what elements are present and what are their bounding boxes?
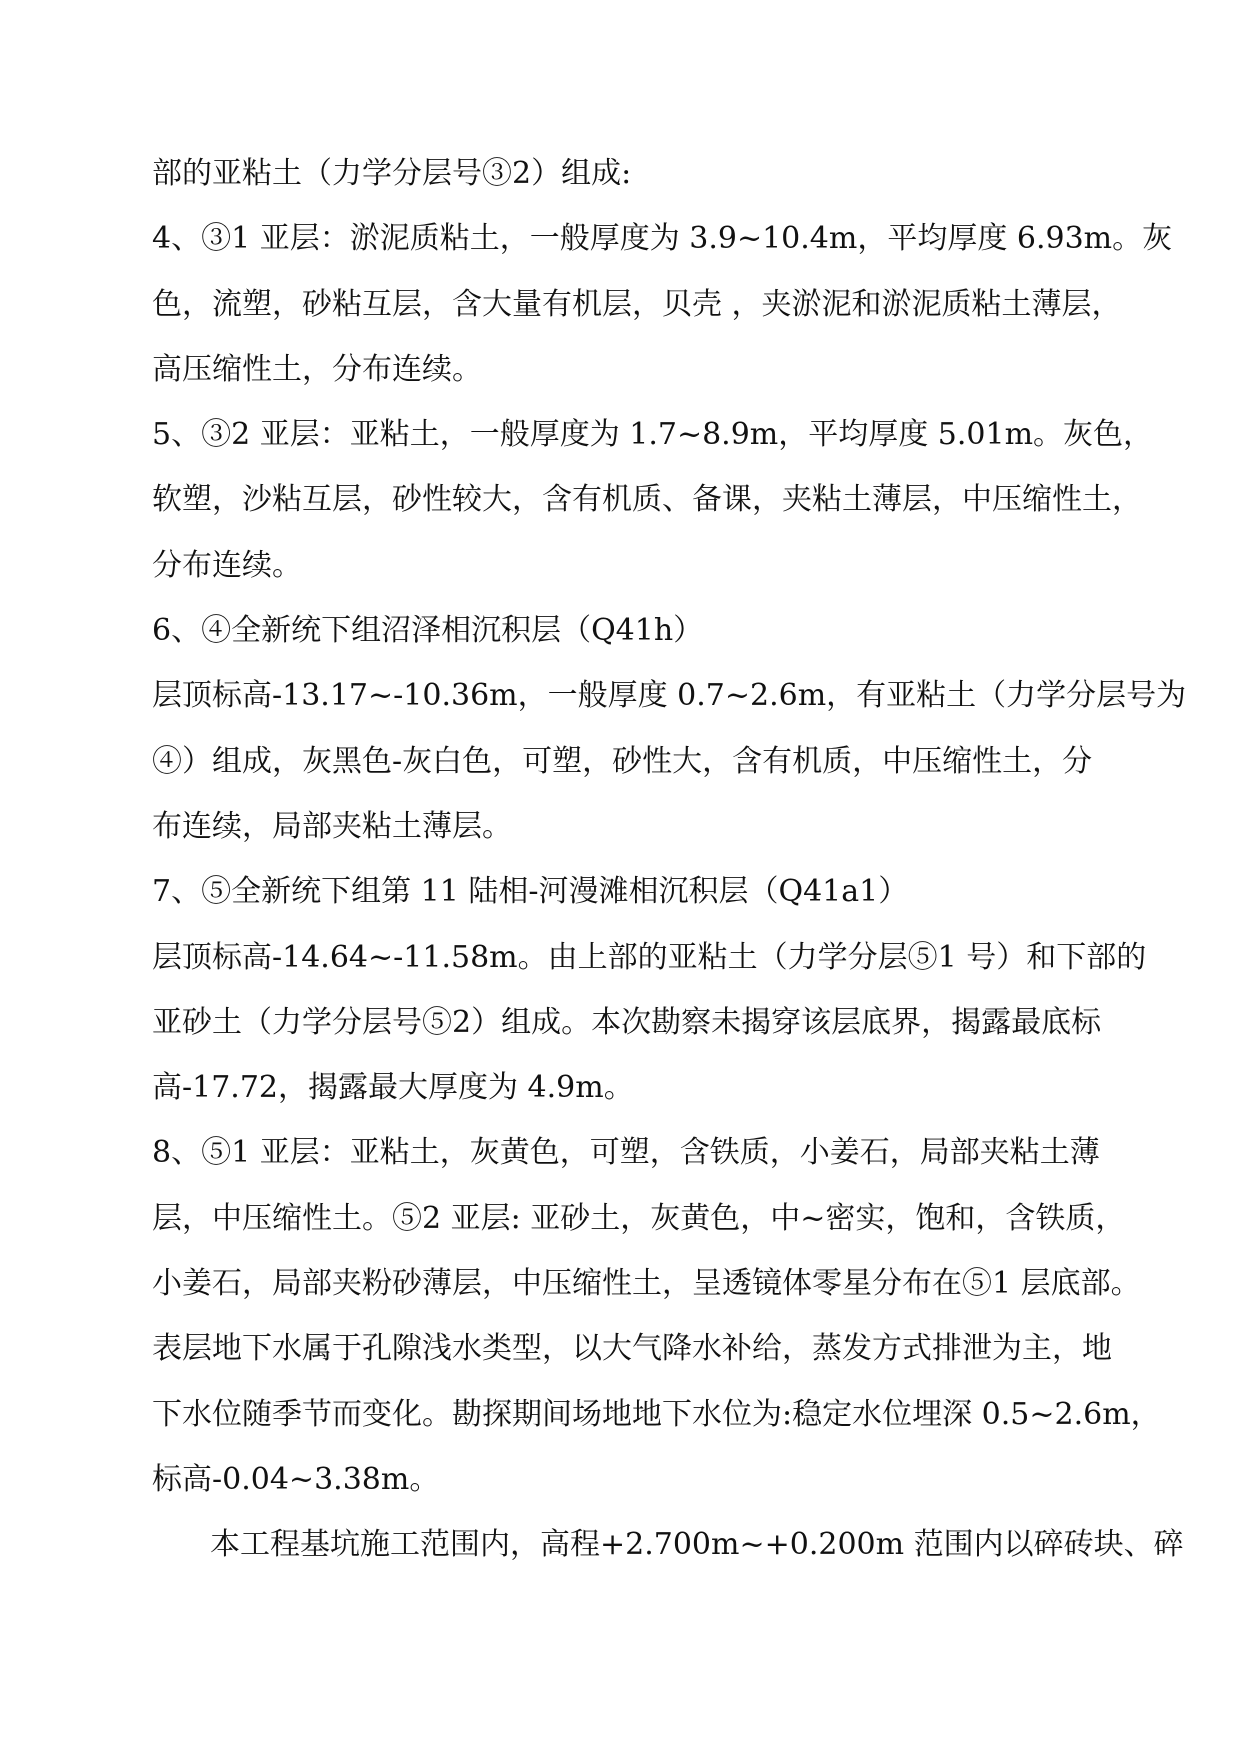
text-line: 分布连续。 — [152, 547, 302, 583]
text-line: 层顶标高-13.17~-10.36m，一般厚度 0.7~2.6m，有亚粘土（力学分层号为 — [152, 678, 1187, 714]
text-line: 8、⑤1 亚层：亚粘土，灰黄色，可塑，含铁质，小姜石，局部夹粘土薄 — [152, 1135, 1100, 1171]
text-line: 7、⑤全新统下组第 11 陆相-河漫滩相沉积层（Q41a1） — [152, 874, 909, 910]
text-line: 标高-0.04~3.38m。 — [152, 1461, 440, 1497]
text-line: 部的亚粘土（力学分层号③2）组成: — [152, 156, 632, 191]
text-line: 高-17.72，揭露最大厚度为 4.9m。 — [152, 1070, 634, 1106]
text-line: 布连续，局部夹粘土薄层。 — [152, 808, 512, 844]
text-line: 6、④全新统下组沼泽相沉积层（Q41h） — [152, 613, 704, 649]
text-line: 亚砂土（力学分层号⑤2）组成。本次勘察未揭穿该层底界，揭露最底标 — [152, 1004, 1102, 1040]
text-line: 软塑，沙粘互层，砂性较大，含有机质、备课，夹粘土薄层，中压缩性土， — [152, 482, 1142, 518]
text-line: 5、③2 亚层：亚粘土，一般厚度为 1.7~8.9m，平均厚度 5.01m。灰色， — [152, 417, 1154, 453]
text-line: 层顶标高-14.64~-11.58m。由上部的亚粘土（力学分层⑤1 号）和下部的 — [152, 939, 1147, 975]
text-line: 本工程基坑施工范围内，高程+2.700m~+0.200m 范围内以碎砖块、碎 — [210, 1527, 1184, 1563]
text-line: 表层地下水属于孔隙浅水类型，以大气降水补给，蒸发方式排泄为主，地 — [152, 1331, 1112, 1367]
body-text — [152, 141, 1187, 1578]
text-line: 小姜石，局部夹粉砂薄层，中压缩性土，呈透镜体零星分布在⑤1 层底部。 — [152, 1266, 1141, 1302]
text-line: 4、③1 亚层：淤泥质粘土，一般厚度为 3.9~10.4m，平均厚度 6.93m。灰 — [152, 221, 1173, 257]
text-line: 高压缩性土，分布连续。 — [152, 351, 482, 387]
text-line: ④）组成，灰黑色-灰白色，可塑，砂性大，含有机质，中压缩性土，分 — [152, 743, 1093, 779]
text-line: 色，流塑，砂粘互层，含大量有机层，贝壳 ，夹淤泥和淤泥质粘土薄层， — [152, 286, 1122, 322]
text-line: 下水位随季节而变化。勘探期间场地地下水位为:稳定水位埋深 0.5~2.6m， — [152, 1396, 1161, 1432]
text-line: 层，中压缩性土。⑤2 亚层: 亚砂土，灰黄色，中~密实，饱和，含铁质， — [152, 1200, 1126, 1236]
